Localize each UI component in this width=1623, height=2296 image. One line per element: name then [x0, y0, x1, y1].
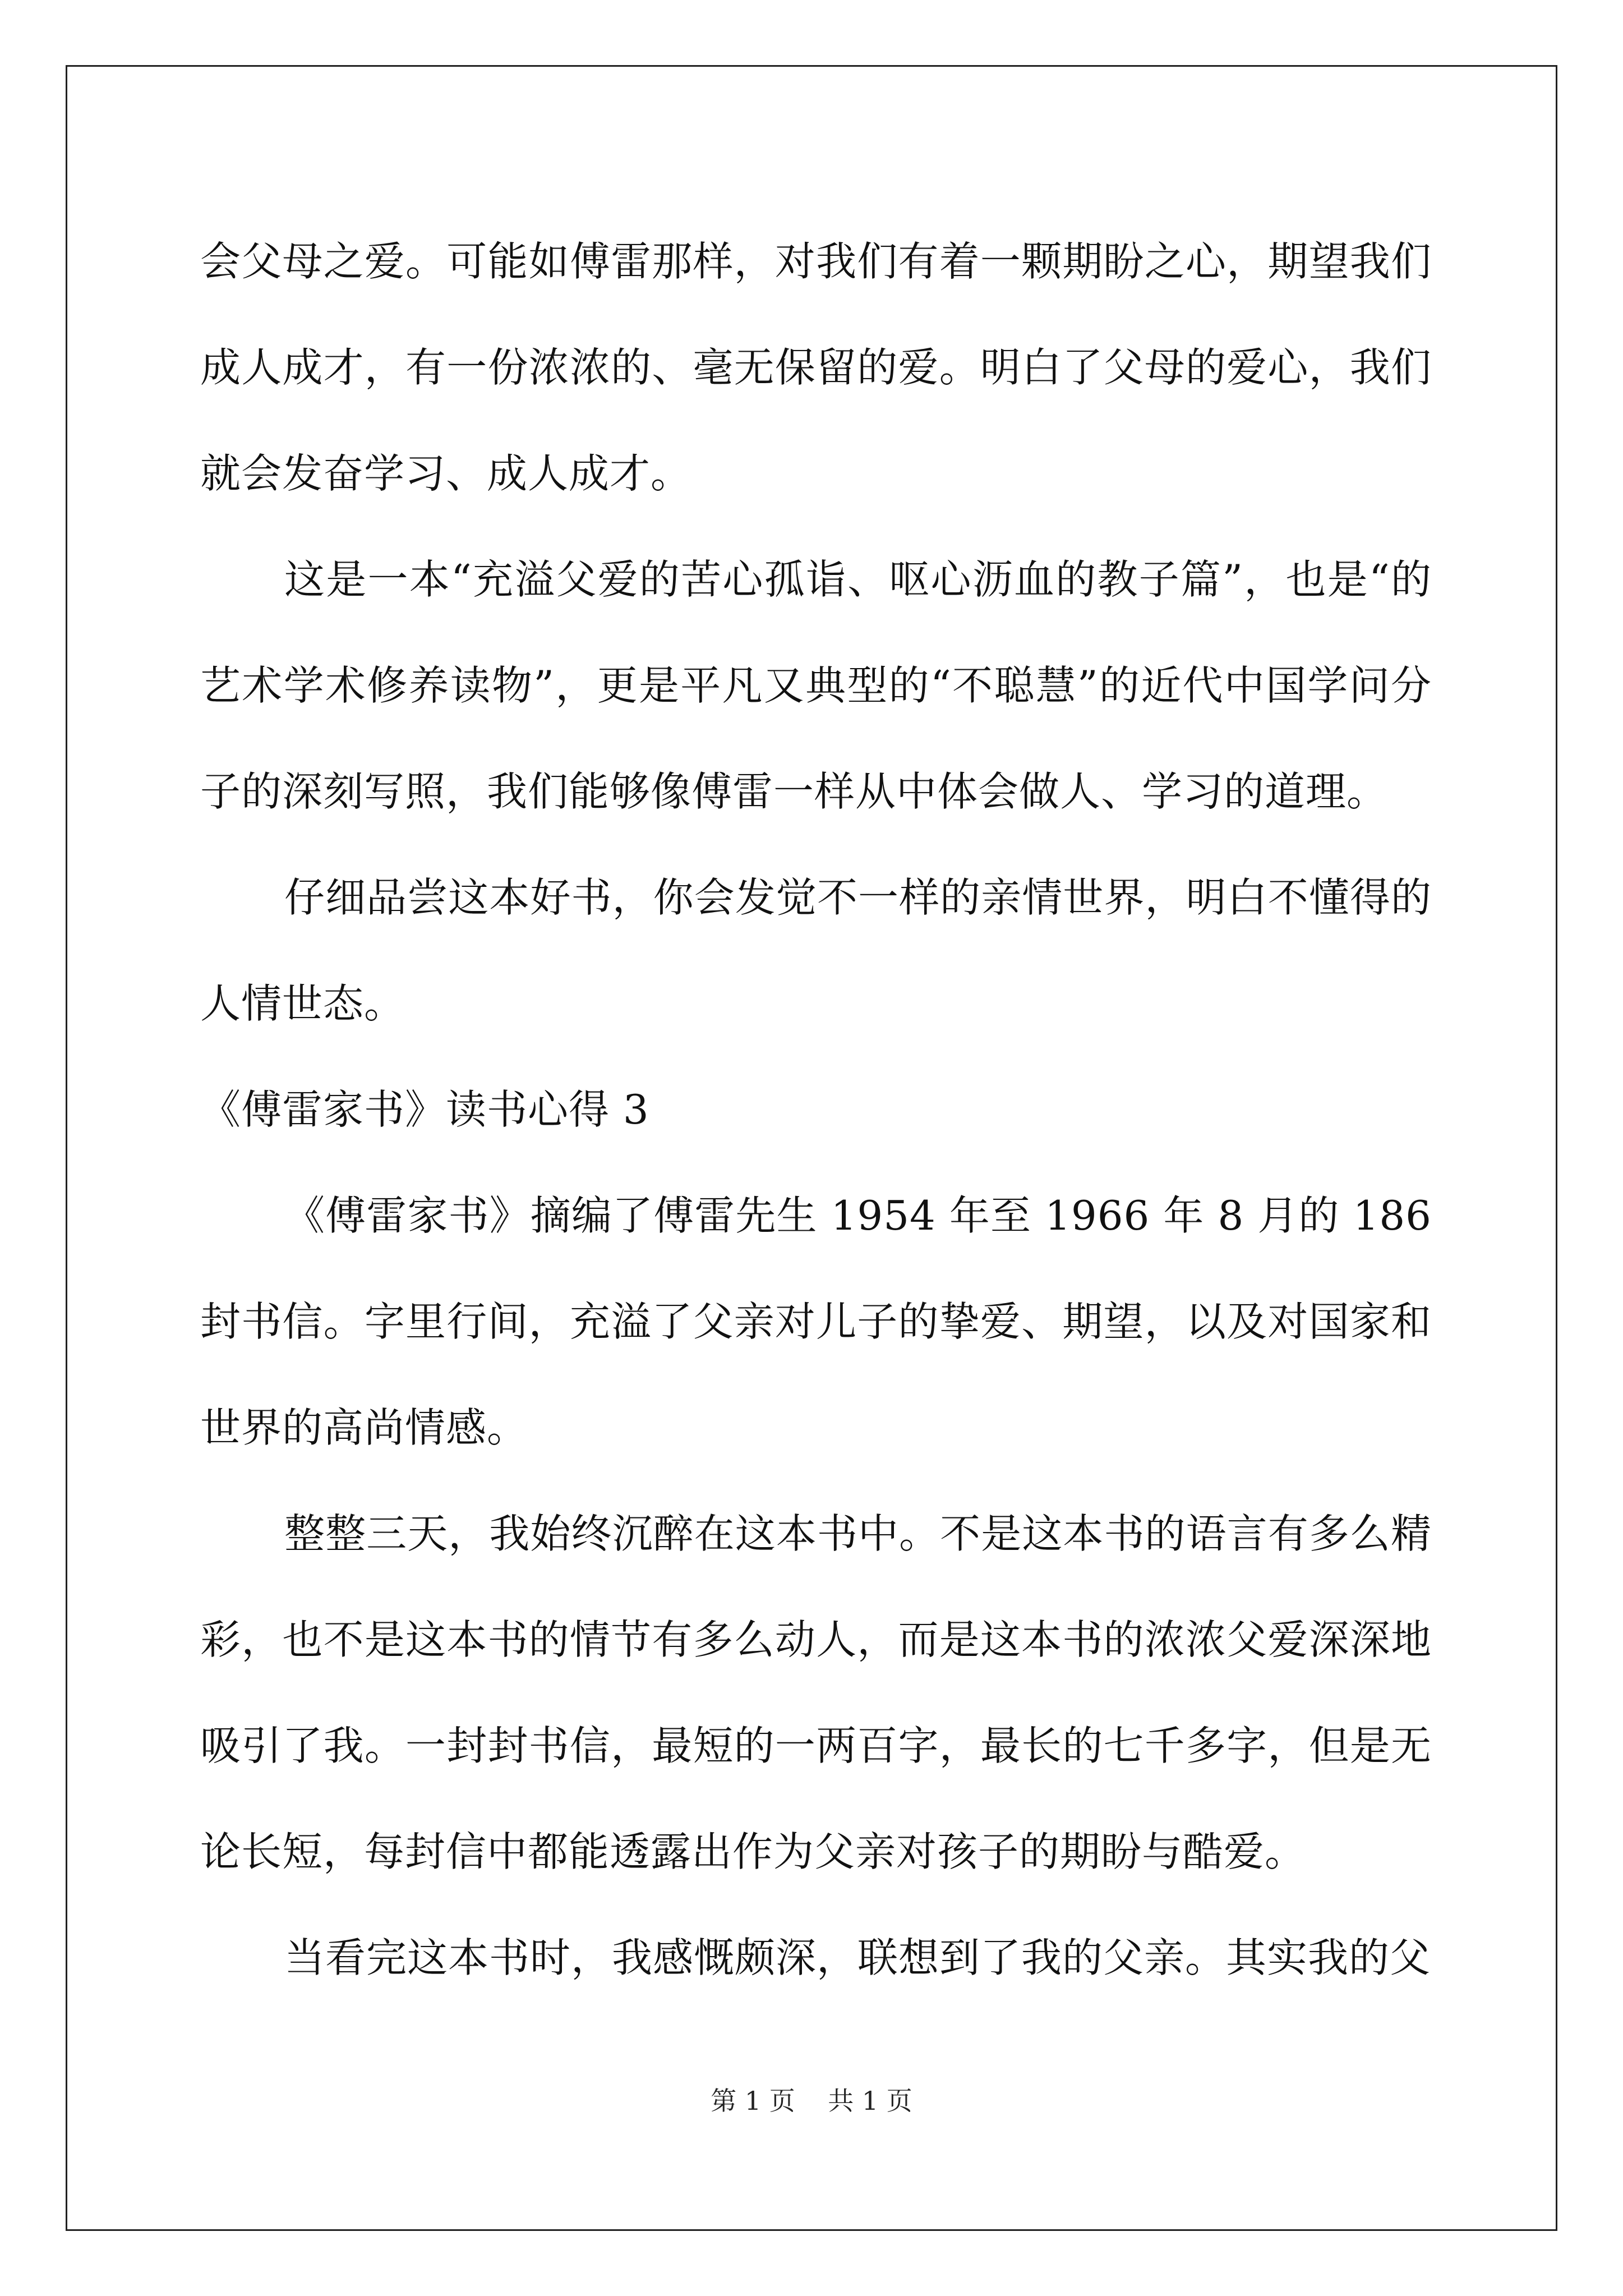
paragraph: 整整三天，我始终沉醉在这本书中。不是这本书的语言有多么精彩，也不是这本书的情节有多么动人，而是这本书的浓浓父爱深深地吸引了我。一封封书信，最短的一两百字，最长的七千多字，但是无论长短，每封信中都能透露出作为父亲对孩子的期盼与酷爱。 [200, 1510, 1432, 1875]
page-footer [0, 2084, 1623, 2118]
paragraph: 会父母之爱。可能如傅雷那样，对我们有着一颗期盼之心，期望我们成人成才，有一份浓浓的、毫无保留的爱。明白了父母的爱心，我们就会发奋学习、成人成才。 [200, 238, 1432, 497]
page-number: 第 1 页 [711, 2086, 795, 2116]
paragraph: 仔细品尝这本好书，你会发觉不一样的亲情世界，明白不懂得的人情世态。 [200, 874, 1432, 1027]
page-total: 共 1 页 [828, 2086, 912, 2116]
document-body [200, 209, 1432, 2011]
paragraph: 《傅雷家书》摘编了傅雷先生 1954 年至 1966 年 8 月的 186 封书信。字里行间，充溢了父亲对儿子的挚爱、期望，以及对国家和世界的高尚情感。 [200, 1192, 1432, 1451]
paragraph: 这是一本“充溢父爱的苦心孤诣、呕心沥血的教子篇”，也是“的艺术学术修养读物”，更是平凡又典型的“不聪慧”的近代中国学问分子的深刻写照，我们能够像傅雷一样从中体会做人、学习的道理。 [200, 556, 1432, 815]
section-title: 《傅雷家书》读书心得 3 [200, 1086, 649, 1133]
paragraph: 当看完这本书时，我感慨颇深，联想到了我的父亲。其实我的父 [284, 1934, 1431, 1981]
